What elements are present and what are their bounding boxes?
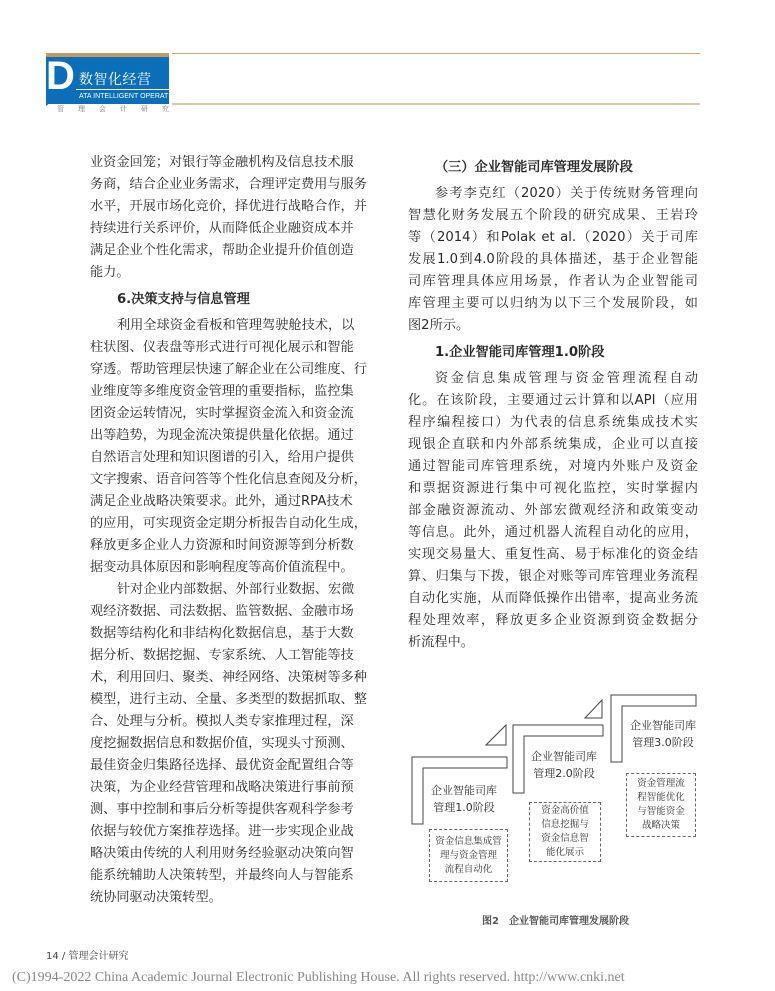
paragraph-line: 满足企业个性化需求，帮助企业提升价值创造 (90, 243, 354, 258)
journal-char: 究 (162, 105, 169, 113)
paragraph-line: 化。在该阶段，主要通过云计算和以API（应用 (408, 393, 698, 408)
paragraph-line: 持续进行关系评价，从而降低企业融资成本并 (90, 221, 354, 236)
paragraph-line: 模型，进行主动、全量、多类型的数据抓取、整 (90, 692, 367, 707)
stage-label-line: 管理1.0阶段 (433, 801, 495, 814)
paragraph-line: 据分析、数据挖掘、专家系统、人工智能等技 (90, 648, 354, 663)
stage-label-line: 企业智能司库 (630, 719, 696, 732)
paragraph-line: 等信息。此外，通过机器人流程自动化的应用， (408, 525, 698, 540)
paragraph-line: 能系统辅助人决策转型，并最终向人与智能系 (90, 868, 354, 883)
paragraph-line: 析流程中。 (408, 635, 474, 650)
paragraph-line: 利用全球资金看板和管理驾驶舱技术，以 (117, 318, 355, 333)
desc-line: 能化展示 (545, 847, 584, 858)
logo-notch (46, 98, 56, 106)
paragraph-line: 能力。 (90, 265, 130, 280)
logo-letter: D (46, 54, 75, 98)
paragraph-line: 通过智能司库管理系统，对境内外账户及资金 (408, 459, 698, 474)
paragraph-line: 术，利用回归、聚类、神经网络、决策树等多种 (90, 670, 367, 685)
header-top-rule (172, 53, 700, 54)
section-heading: 6.决策支持与信息管理 (117, 292, 250, 307)
desc-line: 与智能资金 (637, 806, 685, 817)
logo-english: ATA INTELLIGENT OPERATION (79, 93, 181, 100)
paragraph-line: 团资金运转情况，实时掌握资金流入和资金流 (90, 406, 354, 421)
paragraph-line: 依据与较优方案推荐选择。进一步实现企业战 (90, 824, 354, 839)
paragraph-line: 务商，结合企业业务需求，合理评定费用与服务 (90, 177, 367, 192)
stage-3-description (626, 773, 696, 837)
desc-line: 流程自动化 (444, 863, 493, 875)
paragraph-line: 业资金回笼；对银行等金融机构及信息技术服 (90, 155, 354, 170)
stage-1-label (424, 782, 504, 816)
paragraph-line: 和票据资源进行集中可视化监控，实时掌握内 (408, 481, 698, 496)
paragraph-line: 业维度等多维度资金管理的重要指标，监控集 (90, 384, 354, 399)
paragraph-line: 发展1.0到4.0阶段的具体描述，基于企业智能 (408, 252, 698, 267)
figure-caption: 图2 企业智能司库管理发展阶段 (482, 916, 629, 927)
desc-line: 战略决策 (641, 820, 680, 831)
header-bottom-rule (172, 103, 700, 105)
desc-line: 资金高价值 (541, 805, 589, 816)
paragraph-line: 观经济数据、司法数据、监管数据、金融市场 (90, 604, 354, 619)
stage-label-line: 企业智能司库 (531, 750, 597, 763)
section-heading: （三）企业智能司库管理发展阶段 (435, 160, 633, 175)
stair-arrow-2 (585, 700, 602, 718)
paragraph-line: 据变动具体原因和影响程度等高价值流程中。 (90, 560, 354, 575)
journal-char: 理 (78, 105, 85, 113)
paragraph-line: 针对企业内部数据、外部行业数据、宏微 (117, 582, 355, 597)
copyright-notice: (C)1994-2022 China Academic Journal Electronic Publishing House. All rights reserved. http://www.cnki.net (12, 970, 625, 985)
stage-2-label (524, 748, 604, 782)
desc-line: 信息挖掘与 (541, 819, 589, 830)
paragraph-line: 出等趋势，为现金流决策提供量化依据。通过 (90, 428, 354, 443)
paragraph-line: 文字搜索、语音问答等个性化信息查阅及分析， (90, 472, 367, 487)
desc-line: 资金管理流 (637, 778, 685, 789)
paragraph-line: 决策，为企业经营管理和战略决策进行事前预 (90, 780, 354, 795)
paragraph-line: 数据等结构化和非结构化数据信息，基于大数 (90, 626, 354, 641)
desc-line: 资金信息集成管 (435, 835, 502, 847)
journal-name (57, 105, 169, 114)
paragraph-line: 最佳资金归集路径选择、最优资金配置组合等 (90, 758, 354, 773)
journal-char: 会 (99, 105, 106, 113)
figure-2-diagram (400, 690, 740, 900)
logo-title: 数智化经营 (79, 72, 152, 88)
stage-2-description (529, 802, 601, 862)
paragraph-line: 自然语言处理和知识图谱的引入，给用户提供 (90, 450, 354, 465)
stage-label-line: 管理3.0阶段 (632, 736, 694, 749)
paragraph-line: 司库管理具体应用场景，作者认为企业智能司 (408, 274, 698, 289)
paragraph-line: 的应用，可实现资金定期分析报告自动化生成， (90, 516, 367, 531)
paragraph-line: 测、事中控制和事后分析等提供客观科学参考 (90, 802, 354, 817)
journal-char: 管 (57, 105, 64, 113)
section-heading: 1.企业智能司库管理1.0阶段 (435, 345, 605, 360)
stage-3-label (623, 717, 703, 751)
stage-label-line: 管理2.0阶段 (533, 767, 595, 780)
paragraph-line: 智慧化财务发展五个阶段的研究成果、王岩玲 (408, 208, 698, 223)
paragraph-line: 释放更多企业人力资源和时间资源等到分析数 (90, 538, 354, 553)
paragraph-line: 合、处理与分析。模拟人类专家推理过程，深 (90, 714, 354, 729)
paragraph-line: 水平，开展市场化竞价，择优进行战略合作，并 (90, 199, 367, 214)
paragraph-line: 满足企业战略决策要求。此外，通过RPA技术 (90, 494, 353, 509)
paragraph-line: 算、归集与下拨，银企对账等司库管理业务流程 (408, 569, 698, 584)
stair-arrow-1 (486, 725, 506, 745)
right-column (408, 152, 698, 654)
desc-line: 资金信息智 (541, 833, 589, 844)
left-column (90, 152, 367, 909)
paragraph-line: 统协同驱动决策转型。 (90, 890, 222, 905)
paragraph-line: 穿透。帮助管理层快速了解企业在公司维度、行 (90, 362, 367, 377)
paragraph-line: 部金融资源流动、外部宏微观经济和政策变动 (408, 503, 698, 518)
desc-line: 理与资金管理 (439, 849, 497, 861)
paragraph-line: 度挖掘数据信息和数据价值，实现头寸预测、 (90, 736, 354, 751)
paragraph-line: 现银企直联和内外部系统集成，企业可以直接 (408, 437, 698, 452)
paragraph-line: 库管理主要可以归纳为以下三个发展阶段，如 (408, 296, 698, 311)
journal-char: 计 (120, 105, 127, 113)
stage-1-description (429, 829, 508, 882)
logo-divider (76, 89, 169, 90)
journal-char: 研 (141, 105, 148, 113)
paragraph-line: 略决策由传统的人利用财务经验驱动决策向智 (90, 846, 354, 861)
stage-label-line: 企业智能司库 (431, 784, 497, 797)
paragraph-line: 柱状图、仪表盘等形式进行可视化展示和智能 (90, 340, 354, 355)
paragraph-line: 程处理效率，释放更多企业资源到资金数据分 (408, 613, 698, 628)
paragraph-line: 资金信息集成管理与资金管理流程自动 (435, 371, 698, 386)
desc-line: 程智能优化 (637, 792, 685, 803)
paragraph-line: 参考李克红（2020）关于传统财务管理向 (435, 186, 698, 201)
paragraph-line: 实现交易量大、重复性高、易于标准化的资金结 (408, 547, 698, 562)
paragraph-line: 等（2014）和Polak et al.（2020）关于司库 (408, 230, 698, 245)
paragraph-line: 图2所示。 (408, 318, 470, 333)
paragraph-line: 自动化实施，从而降低操作出错率，提高业务流 (408, 591, 698, 606)
paragraph-line: 程序编程接口）为代表的信息系统集成技术实 (408, 415, 698, 430)
page-number: 14 / 管理会计研究 (46, 951, 129, 962)
